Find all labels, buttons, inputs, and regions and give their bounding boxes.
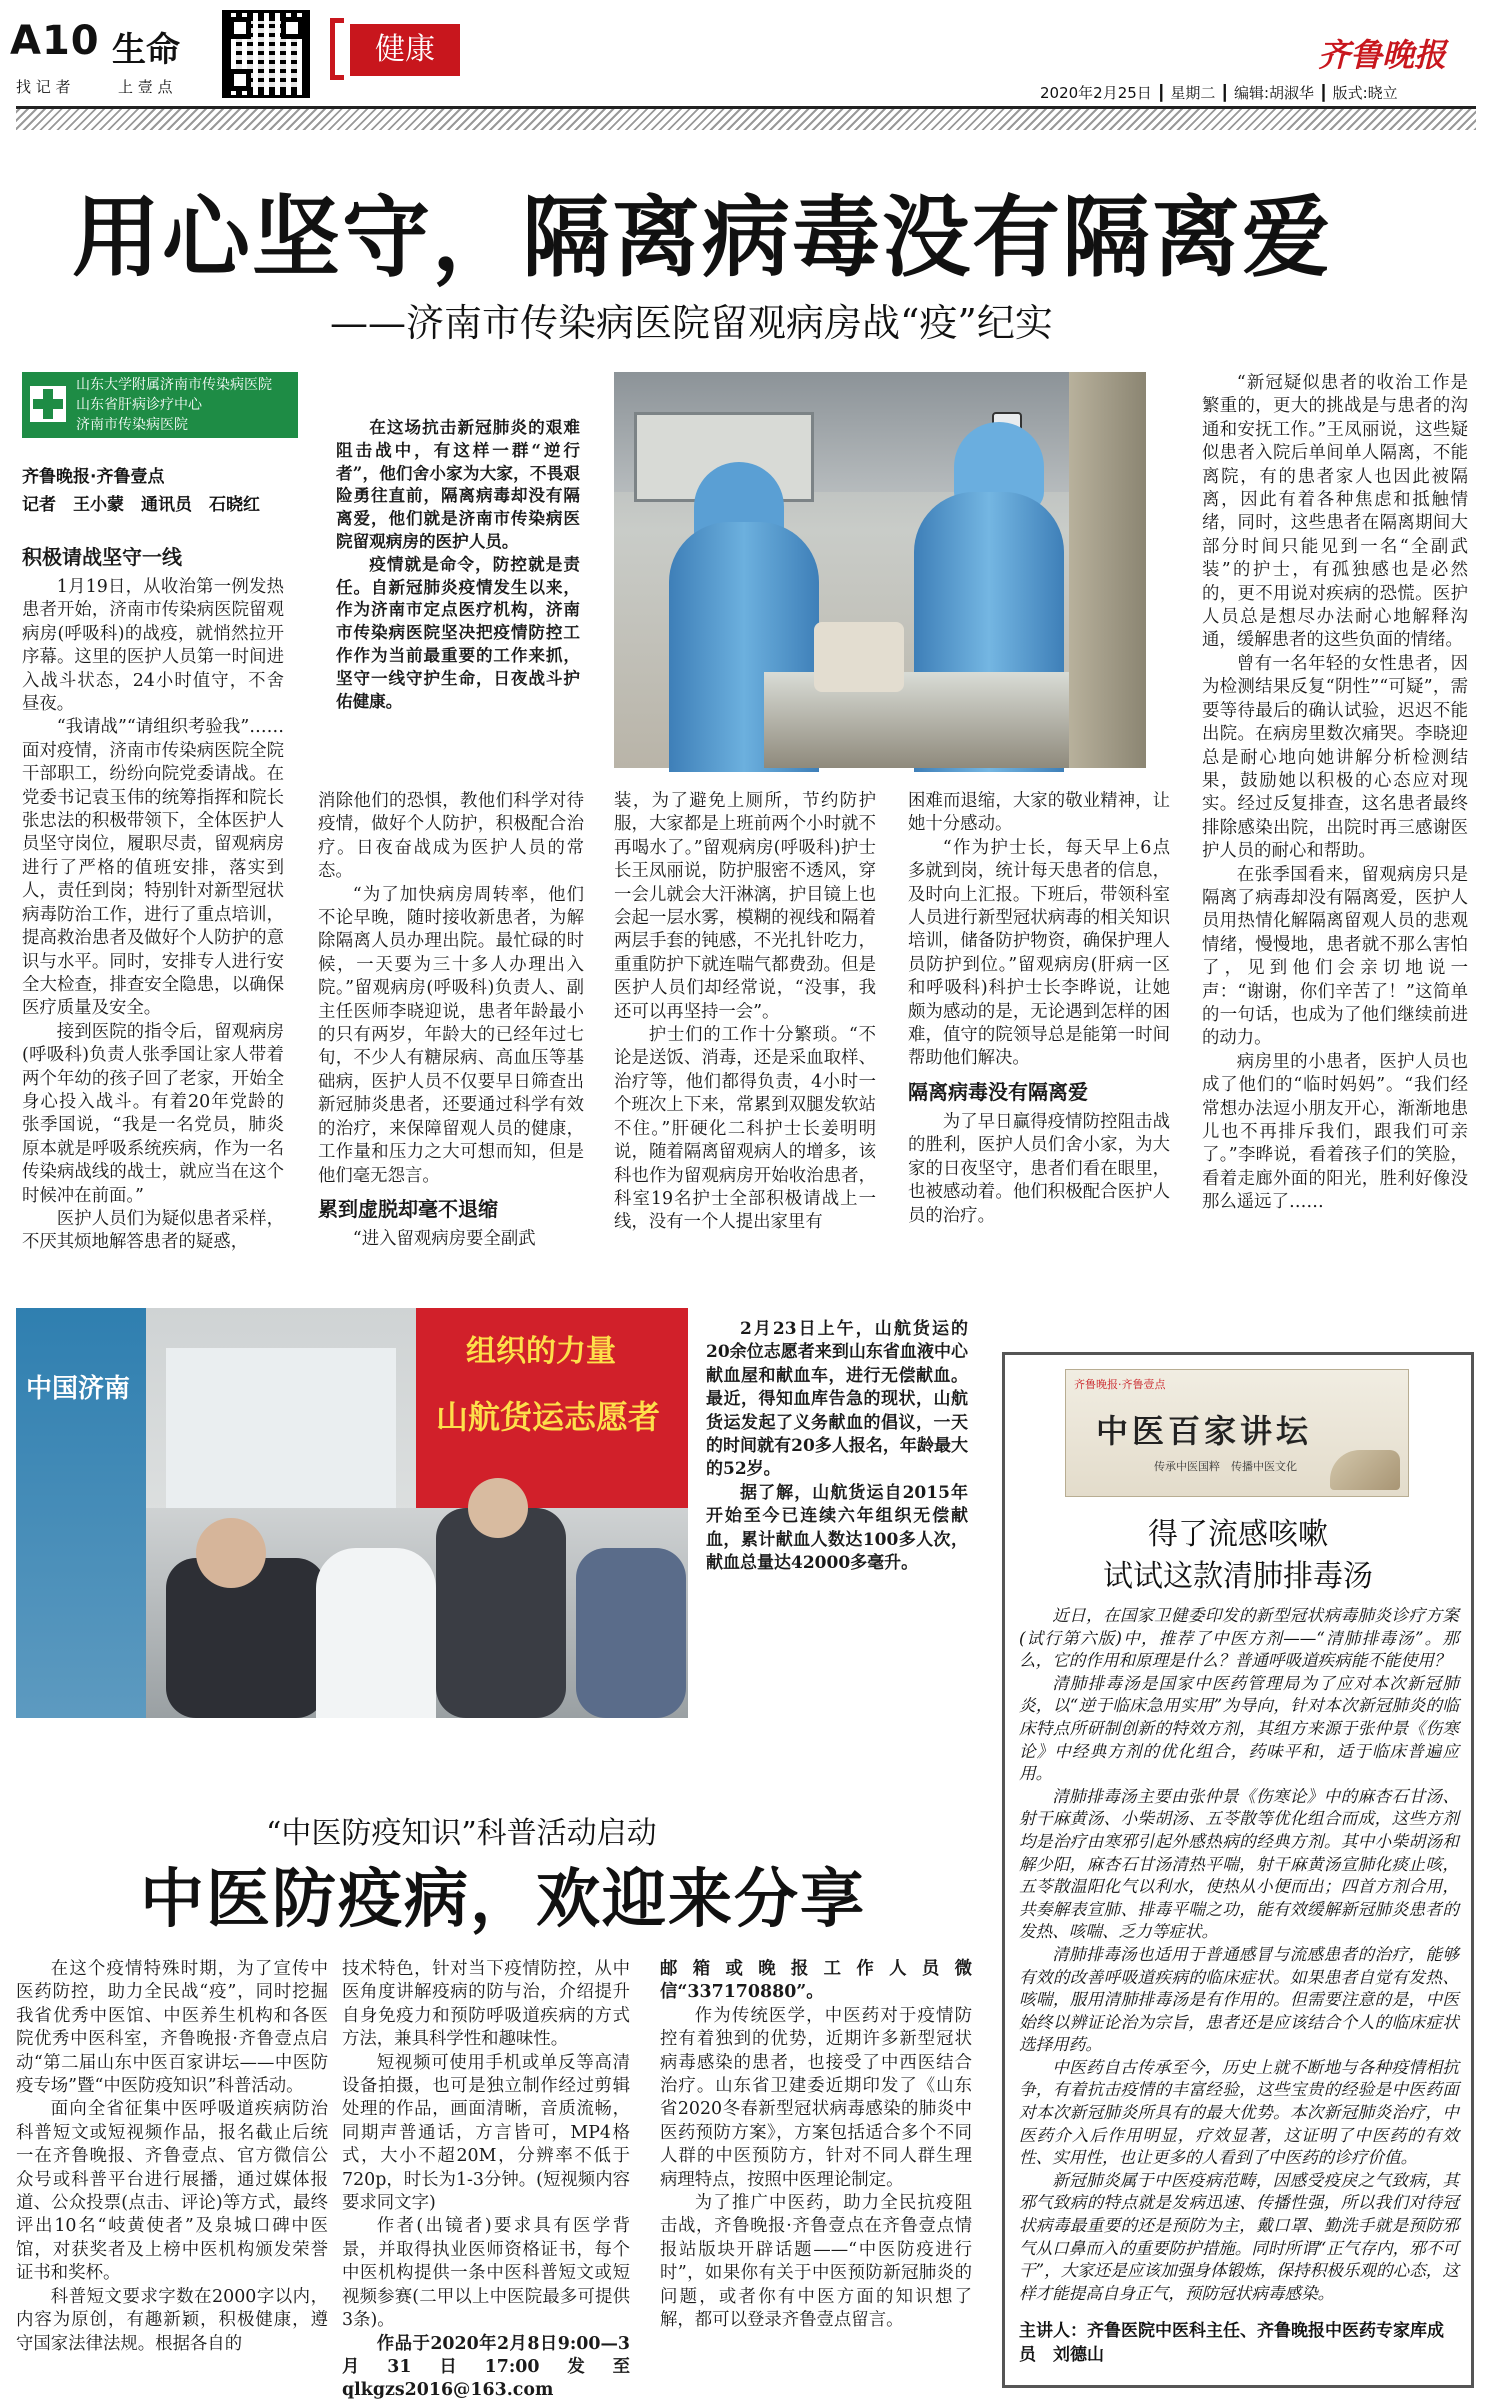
find-reporter-label: 找 记 者 (16, 78, 71, 96)
paragraph: 护士们的工作十分繁琐。“不论是送饭、消毒，还是采血取样、治疗等，他们都得负责，4小时一个班次上下来，常累到双腿发软站不住。”肝硬化二科护士长姜明明说，随着隔离留观病人的增多，该科也作为留观病房开始收治患者，科室19名护士全部积极请战上一线，没有一个人提出家里有 (614, 1025, 876, 1233)
article-column-3 (614, 790, 876, 1308)
paragraph: 病房里的小患者，医护人员也成了他们的“临时妈妈”。“我们经常想办法逗小朋友开心，渐渐地患儿也不再排斥我们，跟我们可亲了。”李晔说，看着孩子们的笑脸，看着走廊外面的阳光，胜利好像没那么遥远了…… (1202, 1051, 1468, 1213)
ward-photo (614, 372, 1146, 768)
paragraph: “进入留观病房要全副武 (352, 1228, 536, 1249)
find-reporter-sub: 上 壹 点 (118, 78, 173, 96)
forum-banner-slogan: 传承中医国粹 传播中医文化 (1154, 1460, 1297, 1473)
byline-outlet: 齐鲁晚报·齐鲁壹点 (22, 467, 165, 487)
paragraph: “新冠疑似患者的收治工作是繁重的，更大的挑战是与患者的沟通和安抚工作。”王凤丽说，这些疑似患者入院后单间单人隔离，不能离院，有的患者家人也因此被隔离，因此有着各种焦虑和抵触情绪，同时，这些患者在隔离期间大部分时间只能见到一名“全副武装”的护士，有孤独感也是必然的，更不用说对疾病的恐慌。医护人员总是想尽办法耐心地解释沟通，缓解患者的这些负面的情绪。 (1202, 373, 1468, 651)
blood-donation-photo (16, 1308, 688, 1718)
paragraph: 1月19日，从收治第一例发热患者开始，济南市传染病医院留观病房(呼吸科)的战疫，就悄然拉开序幕。这里的医护人员第一时间进入战斗状态，24小时值守，不舍昼夜。 (22, 577, 284, 715)
issue-date: 2020年2月25日 (1040, 84, 1152, 102)
subhead-2: 累到虚脱却毫不退缩 (318, 1196, 498, 1221)
paragraph: 为了早日赢得疫情防控阻击战的胜利，医护人员们舍小家，为大家的日夜坚守，患者们看在眼里，也被感动着。他们积极配合医护人员的治疗。 (908, 1111, 1170, 1226)
paragraph: 科普短文要求字数在2000字以内，内容为原创，有趣新颖，积极健康，遵守国家法律法规。根据各自的 (16, 2286, 328, 2354)
header-info: 2020年2月25日 ┃ 星期二 ┃ 编辑:胡淑华 ┃ 版式:晓立 (1040, 84, 1398, 102)
paragraph: 清肺排毒汤主要由张仲景《伤寒论》中的麻杏石甘汤、射干麻黄汤、小柴胡汤、五苓散等优化组合而成，这些方剂均是治疗由寒邪引起外感热病的经典方剂。其中小柴胡汤和解少阳，麻杏石甘汤清热平喘，射干麻黄汤宣肺化痰止咳，五苓散温阳化气以利水，使热从小便而出；四首方剂合用，共奏解表宣肺、排毒平喘之功，能有效缓解新冠肺炎患者的发热、咳喘、乏力等症状。 (1019, 1786, 1459, 1942)
tcm-event-kicker: “中医防疫知识”科普活动启动 (266, 1816, 657, 1851)
masthead: 齐鲁晚报 (1318, 36, 1447, 74)
hospital-name-3: 济南市传染病医院 (76, 417, 188, 433)
page-number: A10 (10, 18, 100, 64)
designer: 版式:晓立 (1332, 84, 1398, 102)
forum-title-1: 得了流感咳嗽 (1148, 1517, 1328, 1552)
article-column-2 (318, 790, 584, 1308)
submission-deadline: 作品于2020年2月8日9:00—3月31日17:00发至qlkgzs2016@163.com (342, 2333, 630, 2401)
tcm-column-2 (342, 1958, 630, 2401)
paragraph: 医护人员们为疑似患者采样，不厌其烦地解答患者的疑惑， (22, 1208, 284, 1253)
issue-weekday: 星期二 (1170, 84, 1216, 102)
article-column-4 (908, 790, 1170, 1308)
paragraph: 技术特色，针对当下疫情防控，从中医角度讲解疫病的防与治，介绍提升自身免疫力和预防呼吸道疾病的方式方法，兼具科学性和趣味性。 (342, 1959, 630, 2050)
banner-text: 组织的力量 (466, 1334, 616, 1369)
paragraph: 面向全省征集中医呼吸道疾病防治科普短文或短视频作品，报名截止后统一在齐鲁晚报、齐鲁壹点、官方微信公众号或科普平台进行展播，通过媒体报道、公众投票(点击、评论)等方式，最终评出10名“岐黄使者”及泉城口碑中医馆，对获奖者及上榜中医机构颁发荣誉证书和奖杯。 (16, 2099, 328, 2284)
wall-text: 中国济南 (26, 1374, 131, 1404)
forum-title-2: 试试这款清肺排毒汤 (1103, 1559, 1373, 1594)
tcm-forum-box (1002, 1352, 1474, 2388)
paragraph: 困难而退缩，大家的敬业精神，让她十分感动。 (908, 791, 1170, 835)
paragraph: 中医药自古传承至今，历史上就不断地与各种疫情相抗争，有着抗击疫情的丰富经验，这些宝贵的经验是中医药面对本次新冠肺炎所具有的最大优势。本次新冠肺炎治疗，中医药介入后作用明显，疗效显著，这证明了中医药的有效性、实用性，也让更多的人看到了中医药的诊疗价值。 (1019, 2057, 1459, 2168)
caption-paragraph: 据了解，山航货运自2015年开始至今已连续六年组织无偿献血，累计献血人数达100多人次，献血总量达42000多毫升。 (706, 1482, 968, 1574)
volunteer-flag-text: 山航货运志愿者 (436, 1398, 661, 1436)
intro-paragraph: 疫情就是命令，防控就是责任。自新冠肺炎疫情发生以来，作为济南市定点医疗机构，济南市传染病医院坚决把疫情防控工作作为当前最重要的工作来抓，坚守一线守护生命，日夜战斗护佑健康。 (336, 553, 580, 711)
byline-reporters: 记者 王小蒙 通讯员 石晓红 (22, 495, 260, 515)
subhead-1: 积极请战坚守一线 (22, 545, 182, 569)
forum-speaker: 主讲人：齐鲁医院中医科主任、齐鲁晚报中医药专家库成员 刘德山 (1019, 2321, 1444, 2365)
contact-line: 邮箱或晚报工作人员微信“337170880”。 (660, 1959, 972, 2003)
article-column-5 (1202, 372, 1468, 1308)
paragraph: 作者(出镜者)要求具有医学背景，并取得执业医师资格证书，每个中医机构提供一条中医科普短文或短视频参赛(二甲以上中医院最多可提供3条)。 (342, 2216, 630, 2331)
paragraph: 装，为了避免上厕所，节约防护服，大家都是上班前两个小时就不再喝水了。”留观病房(呼吸科)护士长王凤丽说，防护服密不透风，穿一会儿就会大汗淋漓，护目镜上也会起一层水雾，模糊的视线和隔着两层手套的钝感，不光扎针吃力，重重防护下就连喘气都费劲。但是医护人员们却经常说，“没事，我还可以再坚持一会”。 (614, 791, 876, 1022)
paragraph: 消除他们的恐惧，教他们科学对待疫情，做好个人防护，积极配合治疗。日夜奋战成为医护人员的常态。 (318, 791, 584, 882)
paragraph: 在这个疫情特殊时期，为了宣传中医药防控，助力全民战“疫”，同时挖掘我省优秀中医馆、中医养生机构和各医院优秀中医科室，齐鲁晚报·齐鲁壹点启动“第二届山东中医百家讲坛——中医防疫专场”暨“中医防疫知识”科普活动。 (16, 1959, 328, 2097)
hospital-name-1: 山东大学附属济南市传染病医院 (76, 377, 272, 393)
blood-donation-caption (706, 1318, 968, 1698)
paragraph: 作为传统医学，中医药对于疫情防控有着独到的优势，近期许多新型冠状病毒感染的患者，也接受了中西医结合治疗。山东省卫建委近期印发了《山东省2020冬春新型冠状病毒感染的肺炎中医药预防方案》，方案包括适合多个不同人群的中医预防方，针对不同人群生理病理特点，按照中医理论制定。 (660, 2005, 972, 2190)
paragraph: 清肺排毒汤是国家中医药管理局为了应对本次新冠肺炎，以“逆于临床急用实用”为导向，针对本次新冠肺炎的临床特点所研制创新的特效方剂，其组方来源于张仲景《伤寒论》中经典方剂的优化组合，药味平和，适于临床普遍应用。 (1019, 1673, 1459, 1784)
tcm-column-1 (16, 1958, 328, 2388)
health-tag-bracket (330, 18, 344, 80)
health-tag: 健康 (350, 24, 460, 76)
caption-paragraph: 2月23日上午，山航货运的20余位志愿者来到山东省血液中心献血屋和献血车，进行无偿献血。最近，得知血库告急的现状，山航货运发起了义务献血的倡议，一天的时间就有20多人报名，年龄最大的52岁。 (706, 1319, 968, 1480)
forum-top-tag: 齐鲁晚报·齐鲁壹点 (1074, 1378, 1166, 1391)
cross-icon (30, 386, 66, 422)
paragraph: 接到医院的指令后，留观病房(呼吸科)负责人张季国让家人带着两个年幼的孩子回了老家，开始全身心投入战斗。有着20年党龄的张季国说，“我是一名党员，肺炎原本就是呼吸系统疾病，作为一名传染病战线的战士，就应当在这个时候冲在前面。” (22, 1021, 284, 1206)
intro-paragraph: 在这场抗击新冠肺炎的艰难阻击战中，有这样一群“逆行者”，他们舍小家为大家，不畏艰险勇往直前，隔离病毒却没有隔离爱，他们就是济南市传染病医院留观病房的医护人员。 (336, 417, 580, 551)
hospital-name-2: 山东省肝病诊疗中心 (76, 397, 202, 413)
main-subheadline: ——济南市传染病医院留观病房战“疫”纪实 (330, 301, 1053, 345)
paragraph: 新冠肺炎属于中医疫病范畴，因感受疫戾之气致病，其邪气致病的特点就是发病迅速、传播性强，所以我们对待冠状病毒最重要的还是预防为主，戴口罩、勤洗手就是预防邪气从口鼻而入的重要防护措施。同时所谓“正气存内，邪不可干”，大家还是应该加强身体锻炼，保持积极乐观的心态，这样才能提高自身正气，预防冠状病毒感染。 (1019, 2170, 1459, 2303)
main-headline: 用心坚守，隔离病毒没有隔离爱 (72, 186, 1333, 289)
paragraph: 为了推广中医药，助力全民抗疫阻击战，齐鲁晚报·齐鲁壹点在齐鲁壹点情报站版块开辟话题——“中医防疫进行时”，如果你有关于中医预防新冠肺炎的问题，或者你有中医方面的知识想了解，都可以登录齐鲁壹点留言。 (660, 2193, 972, 2331)
paragraph: 短视频可使用手机或单反等高清设备拍摄，也可是独立制作经过剪辑处理的作品，画面清晰，音质流畅，同期声普通话，方言皆可，MP4格式，大小不超20M，分辨率不低于720p，时长为1-3分钟。(短视频内容要求同文字) (342, 2052, 630, 2214)
paragraph: 近日，在国家卫健委印发的新型冠状病毒肺炎诊疗方案(试行第六版)中，推荐了中医方剂——“清肺排毒汤”。那么，它的作用和原理是什么？普通呼吸道疾病能不能使用？ (1019, 1606, 1459, 1671)
forum-body (1019, 1605, 1459, 2305)
article-column-1 (22, 536, 284, 1308)
forum-banner (1065, 1369, 1409, 1497)
intro-box (336, 416, 580, 726)
tcm-event-headline: 中医防疫病，欢迎来分享 (140, 1863, 866, 1937)
forum-banner-title: 中医百家讲坛 (1096, 1412, 1313, 1450)
editor: 编辑:胡淑华 (1233, 84, 1315, 102)
qr-code[interactable] (222, 10, 310, 98)
paragraph: 在张季国看来，留观病房只是隔离了病毒却没有隔离爱，医护人员用热情化解隔离留观人员的悲观情绪，慢慢地，患者就不那么害怕了，见到他们会亲切地说一声：“谢谢，你们辛苦了！”这简单的一句话，也成为了他们继续前进的动力。 (1202, 864, 1468, 1049)
paragraph: “为了加快病房周转率，他们不论早晚，随时接收新患者，为解除隔离人员办理出院。最忙碌的时候，一天要为三十多人办理出入院。”留观病房(呼吸科)负责人、副主任医师李晓迎说，患者年龄最小的只有两岁，年龄大的已经年过七旬，不少人有糖尿病、高血压等基础病，医护人员不仅要早日筛查出新冠肺炎患者，还要通过科学有效的治疗，来保障留观人员的健康，工作量和压力之大可想而知，但是他们毫无怨言。 (318, 884, 584, 1186)
header-rule (16, 106, 1476, 130)
hospital-logo (22, 372, 298, 438)
section-name: 生命 (112, 30, 180, 70)
paragraph: “作为护士长，每天早上6点多就到岗，统计每天患者的信息，及时向上汇报。下班后，带领科室人员进行新型冠状病毒的相关知识培训，储备防护物资，确保护理人员防护到位。”留观病房(肝病一区和呼吸科)科护士长李晔说，让她颇为感动的是，无论遇到怎样的困难，值守的院领导总是能第一时间帮助他们解决。 (908, 837, 1170, 1069)
paragraph: “我请战”“请组织考验我”……面对疫情，济南市传染病医院全院干部职工，纷纷向院党委请战。在党委书记袁玉伟的统筹指挥和院长张忠法的积极带领下，全体医护人员坚守岗位，履职尽责，留观病房进行了严格的值班安排，落实到人，责任到岗；特别针对新型冠状病毒防治工作，进行了重点培训，提高救治患者及做好个人防护的意识与水平。同时，安排专人进行安全大检查，排查安全隐患，以确保医疗质量及安全。 (22, 717, 284, 1019)
tcm-column-3 (660, 1958, 972, 2388)
subhead-3: 隔离病毒没有隔离爱 (908, 1079, 1088, 1104)
paragraph: 曾有一名年轻的女性患者，因为检测结果反复“阴性”“可疑”，需要等待最后的确认试验，迟迟不能出院。在病房里数次痛哭。李晓迎总是耐心地向她讲解分析检测结果，鼓励她以积极的心态应对现实。经过反复排查，这名患者最终排除感染出院，出院时再三感谢医护人员的耐心和帮助。 (1202, 653, 1468, 862)
paragraph: 清肺排毒汤也适用于普通感冒与流感患者的治疗，能够有效的改善呼吸道疾病的临床症状。如果患者自觉有发热、咳喘，服用清肺排毒汤是有作用的。但需要注意的是，中医始终以辨证论治为宗旨，患者还是应该结合个人的临床症状选择用药。 (1019, 1944, 1459, 2055)
